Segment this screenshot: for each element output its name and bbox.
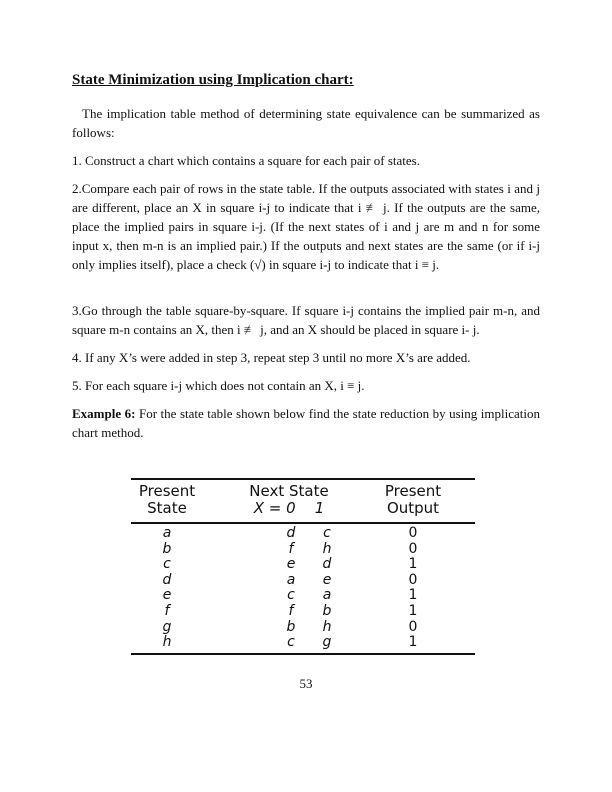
example-text: For the state table shown below find the state reduction by using implication chart method. xyxy=(72,406,540,440)
cell-state: f xyxy=(164,602,170,619)
step-1: 1. Construct a chart which contains a square for each pair of states. xyxy=(72,153,420,168)
cell-next-1: d xyxy=(322,556,332,573)
example-paragraph xyxy=(72,404,540,442)
cell-output: 0 xyxy=(408,525,418,541)
cell-next-1: h xyxy=(322,618,332,635)
table-row xyxy=(131,557,475,573)
step-3: 3.Go through the table square-by-square. If square i-j contains the implied pair m-n, and square m-n contains an X, then i ≢ j, and an X should be placed in square i- j. xyxy=(72,303,540,337)
step-5: 5. For each square i-j which does not contain an X, i ≡ j. xyxy=(72,378,365,393)
cell-output: 0 xyxy=(408,571,418,588)
table-bottom-rule xyxy=(131,653,475,655)
header-output-1: Present xyxy=(384,482,442,500)
cell-next-1: c xyxy=(323,525,331,541)
cell-next-0: c xyxy=(287,634,295,651)
cell-next-0: e xyxy=(286,556,296,573)
section-heading: State Minimization using Implication chart: xyxy=(72,72,354,88)
table-row xyxy=(131,604,475,620)
cell-state: e xyxy=(162,587,172,604)
cell-next-1: h xyxy=(322,540,332,557)
table-row xyxy=(131,542,475,558)
cell-next-0: f xyxy=(288,540,294,557)
table-body xyxy=(131,524,475,651)
cell-state: c xyxy=(163,556,171,573)
cell-state: h xyxy=(162,634,172,651)
table-row xyxy=(131,526,475,542)
page-number: 53 xyxy=(299,676,313,691)
cell-next-0: b xyxy=(286,618,296,635)
cell-next-1: b xyxy=(322,602,332,619)
header-next-state-2: X = 0 1 xyxy=(253,499,325,517)
cell-output: 1 xyxy=(408,556,418,573)
cell-next-1: a xyxy=(322,587,332,604)
cell-next-0: a xyxy=(286,571,296,588)
table-row xyxy=(131,588,475,604)
header-present-state-1: Present xyxy=(138,482,196,500)
cell-state: a xyxy=(162,525,172,541)
header-present-state-2: State xyxy=(147,499,187,517)
cell-state: d xyxy=(162,571,172,588)
cell-next-0: c xyxy=(287,587,295,604)
cell-output: 0 xyxy=(408,540,418,557)
cell-output: 1 xyxy=(408,634,418,651)
cell-next-1: e xyxy=(322,571,332,588)
cell-state: g xyxy=(162,618,172,635)
example-label: Example 6: xyxy=(72,406,136,421)
cell-next-1: g xyxy=(322,634,332,651)
cell-next-0: d xyxy=(286,525,296,541)
table-row xyxy=(131,620,475,636)
cell-state: b xyxy=(162,540,172,557)
cell-output: 1 xyxy=(408,602,418,619)
header-next-state-1: Next State xyxy=(249,482,329,500)
table-header xyxy=(131,478,475,524)
step-4: 4. If any X’s were added in step 3, repeat step 3 until no more X’s are added. xyxy=(72,350,471,365)
state-table xyxy=(131,478,475,655)
cell-output: 0 xyxy=(408,618,418,635)
cell-output: 1 xyxy=(408,587,418,604)
step-2: 2.Compare each pair of rows in the state table. If the outputs associated with states i and j are different, place an X in square i-j to indicate that i ≢ j. If the outputs are the same, place the implied pairs in square i-j. (If the next states of i and j are m and n for some input x, then m-n is an implied pair.) If the outputs and next states are the same (or if i-j only implies itself), place a check (√) in square i-j to indicate that i ≡ j. xyxy=(72,181,540,272)
header-output-2: Output xyxy=(386,499,440,517)
cell-next-0: f xyxy=(288,602,294,619)
table-row xyxy=(131,635,475,651)
intro-paragraph: The implication table method of determining state equivalence can be summarized as follows: xyxy=(72,106,540,140)
table-row xyxy=(131,573,475,589)
